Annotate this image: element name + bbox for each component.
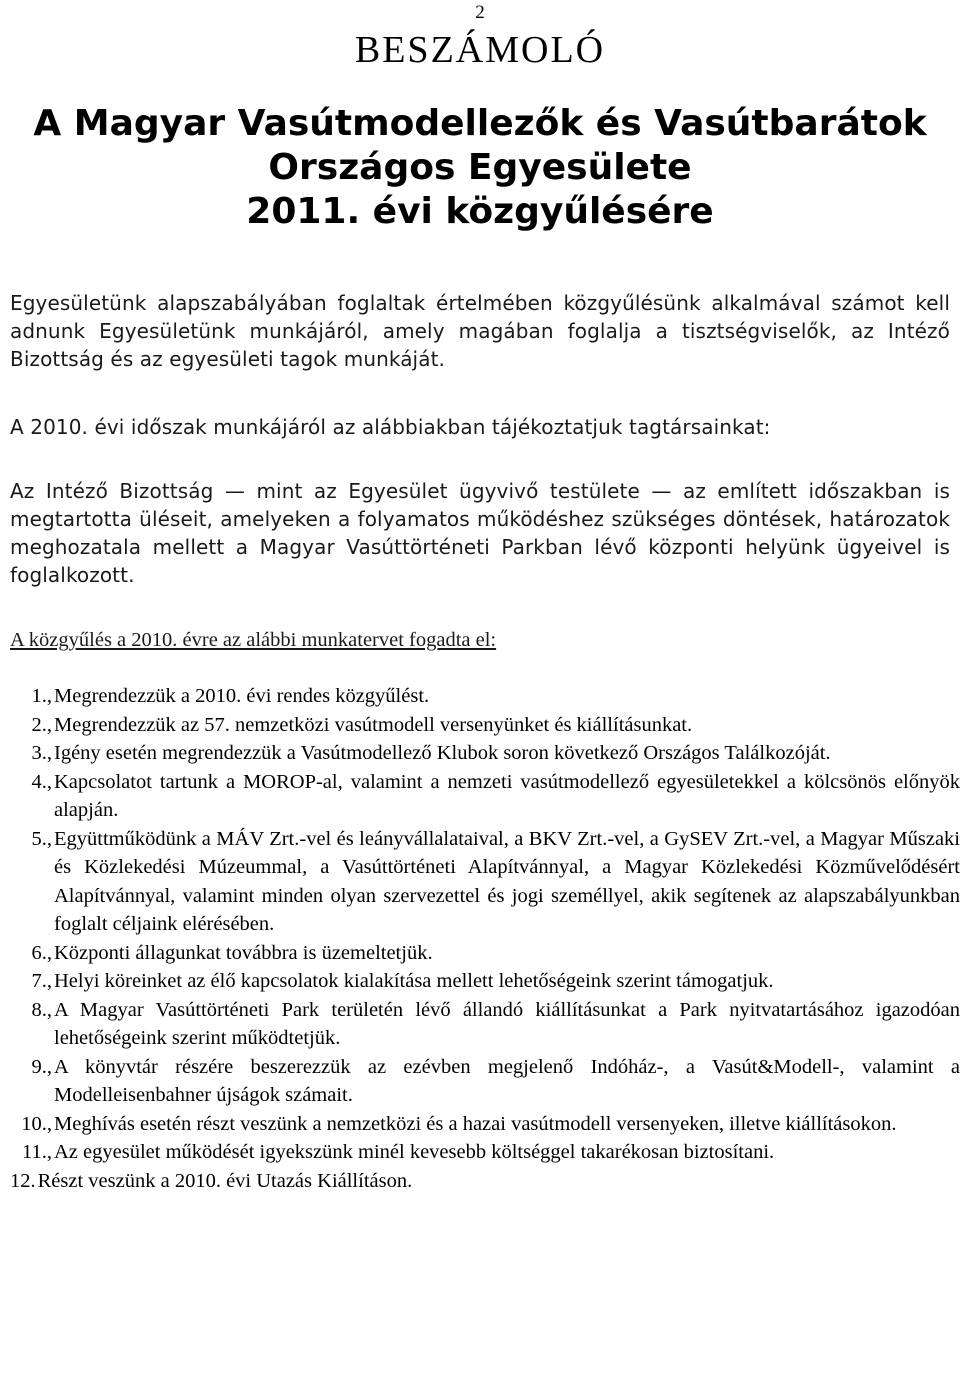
list-item-number: 1.,	[31, 685, 52, 707]
list-item	[10, 996, 960, 1053]
list-item-number: 6.,	[31, 941, 52, 964]
list-item-text: Együttműködünk a MÁV Zrt.-vel és leányvállalataival, a BKV Zrt.-vel, a GySEV Zrt.-vel, a Magyar Műszaki és Közlekedési Múzeummal, a Vasúttörténeti Alapítvánnyal, a Magyar Közlekedési Közművelődésért Alapítvánnyal, valamint minden olyan szervezettel és jogi személlyel, akik segítenek az alapszabályunkban foglalt céljaink elérésében.	[54, 827, 960, 935]
list-item	[10, 967, 960, 996]
list-item-number: 3.,	[31, 742, 52, 764]
list-item-text: Meghívás esetén részt veszünk a nemzetközi és a hazai vasútmodell versenyeken, illetve kiállításokon.	[54, 1112, 897, 1135]
period-paragraph: A 2010. évi időszak munkájáról az alábbiakban tájékoztatjuk tagtársainkat:	[10, 415, 771, 439]
list-item-number: 10.,	[21, 1112, 52, 1135]
list-item-number: 9.,	[31, 1055, 52, 1078]
document-title: BESZÁMOLÓ	[354, 29, 606, 71]
list-item	[10, 768, 960, 825]
list-item-text: Központi állagunkat továbbra is üzemeltetjük.	[54, 941, 433, 964]
committee-paragraph: Az Intéző Bizottság — mint az Egyesület ügyvivő testülete — az említett időszakban is megtartotta üléseit, amelyeken a folyamatos működéshez szükséges döntések, határozatok meghozatala mellett a Magyar Vasúttörténeti Parkban lévő központi helyünk ügyeivel is foglalkozott.	[10, 479, 950, 587]
list-item-text: Igény esetén megrendezzük a Vasútmodellező Klubok soron következő Országos Találkozóját.	[54, 742, 831, 764]
subtitle-line: Országos Egyesülete	[268, 147, 692, 188]
page-number: 2	[475, 2, 485, 23]
document-subtitle	[0, 102, 960, 234]
list-item-text: Részt veszünk a 2010. évi Utazás Kiállításon.	[37, 1169, 413, 1192]
list-item	[10, 1053, 960, 1110]
list-item-number: 8.,	[31, 998, 52, 1021]
subtitle-line: A Magyar Vasútmodellezők és Vasútbarátok	[33, 103, 927, 144]
list-item	[10, 739, 960, 768]
list-item	[10, 682, 960, 711]
list-item-number: 2.,	[31, 713, 52, 736]
list-item-text: Helyi köreinket az élő kapcsolatok kialakítása mellett lehetőségeink szerint támogatjuk.	[54, 970, 774, 992]
list-item-number: 12.	[10, 1169, 36, 1192]
workplan-list	[10, 682, 960, 1195]
list-item-text: A könyvtár részére beszerezzük az ezévben megjelenő Indóház-, a Vasút&Modell-, valamint a Modelleisenbahner újságok számait.	[54, 1055, 960, 1106]
list-item-number: 11.,	[22, 1141, 52, 1163]
list-item-text: Az egyesület működését igyekszünk minél kevesebb költséggel takarékosan biztosítani.	[54, 1141, 775, 1163]
list-item	[10, 1110, 960, 1139]
list-item	[10, 825, 960, 939]
list-item	[10, 939, 960, 968]
workplan-heading-text: A közgyűlés a 2010. évre az alábbi munkatervet fogadta el:	[10, 629, 497, 651]
list-item-text: Megrendezzük az 57. nemzetközi vasútmodell versenyünket és kiállításunkat.	[54, 713, 693, 736]
subtitle-line: 2011. évi közgyűlésére	[246, 191, 714, 232]
list-item-number: 4.,	[31, 770, 52, 793]
list-item-text: Kapcsolatot tartunk a MOROP-al, valamint a nemzeti vasútmodellező egyesületekkel a kölcsönös előnyök alapján.	[54, 770, 960, 821]
list-item	[10, 1138, 960, 1167]
list-item	[10, 1167, 960, 1196]
list-item-number: 7.,	[31, 970, 52, 992]
list-item-number: 5.,	[31, 827, 52, 850]
list-item-text: Megrendezzük a 2010. évi rendes közgyűlést.	[54, 685, 430, 707]
list-item-text: A Magyar Vasúttörténeti Park területén lévő állandó kiállításunkat a Park nyitvatartásához igazodóan lehetőségeink szerint működtetjük.	[54, 998, 960, 1049]
workplan-heading	[10, 626, 950, 654]
list-item	[10, 711, 960, 740]
intro-paragraph: Egyesületünk alapszabályában foglaltak értelmében közgyűlésünk alkalmával számot kell adnunk Egyesületünk munkájáról, amely magában foglalja a tisztségviselők, az Intéző Bizottság és az egyesületi tagok munkáját.	[10, 291, 950, 371]
